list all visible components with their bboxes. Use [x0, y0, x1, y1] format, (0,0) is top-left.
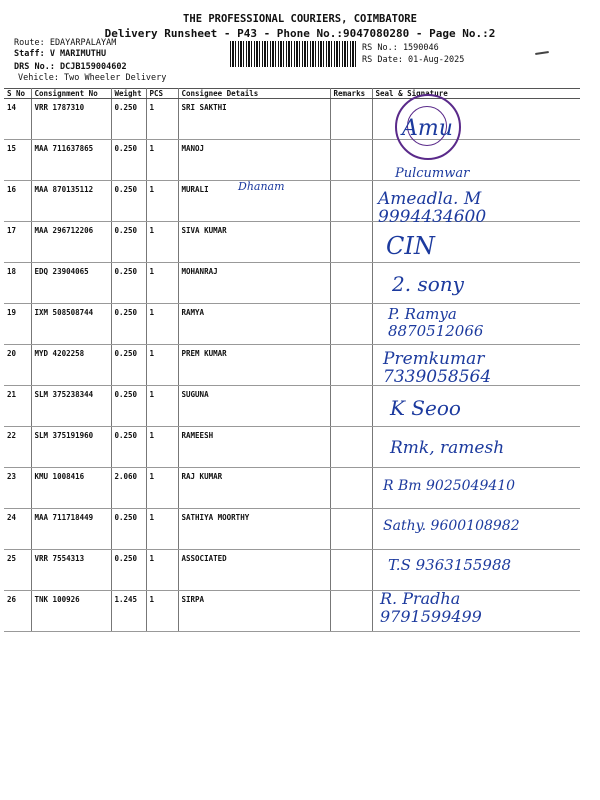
- table-row: [4, 468, 580, 509]
- pcs: 1: [146, 550, 178, 591]
- runsheet-table: [4, 88, 580, 632]
- consignee: RAJ KUMAR: [178, 468, 330, 509]
- remarks: [330, 99, 372, 140]
- signature-cell: [372, 427, 580, 468]
- col-sno: S No: [4, 89, 31, 99]
- signature-cell: [372, 263, 580, 304]
- weight: 0.250: [111, 99, 146, 140]
- consignee: MURALI: [178, 181, 330, 222]
- remarks: [330, 304, 372, 345]
- pcs: 1: [146, 591, 178, 632]
- table-row: [4, 427, 580, 468]
- pcs: 1: [146, 509, 178, 550]
- pcs: 1: [146, 345, 178, 386]
- weight: 0.250: [111, 550, 146, 591]
- pcs: 1: [146, 140, 178, 181]
- sno: 15: [4, 140, 31, 181]
- consignment-no: MAA 296712206: [31, 222, 111, 263]
- pcs: 1: [146, 181, 178, 222]
- signature-20: Premkumar 7339058564: [383, 349, 492, 387]
- vehicle: Vehicle: Two Wheeler Delivery: [18, 73, 167, 83]
- sno: 16: [4, 181, 31, 222]
- signature-21: K Seoo: [390, 396, 461, 420]
- signature-cell: [372, 509, 580, 550]
- signature-cell: [372, 222, 580, 263]
- signature-cell: [372, 386, 580, 427]
- sno: 19: [4, 304, 31, 345]
- signature-16-note: Dhanam: [238, 180, 285, 193]
- sno: 17: [4, 222, 31, 263]
- rs-number: RS No.: 1590046: [362, 43, 439, 53]
- pcs: 1: [146, 263, 178, 304]
- col-remarks: Remarks: [330, 89, 372, 99]
- signature-24: Sathy. 9600108982: [383, 518, 520, 534]
- consignee: MOHANRAJ: [178, 263, 330, 304]
- consignee: SIVA KUMAR: [178, 222, 330, 263]
- signature-cell: [372, 181, 580, 222]
- sno: 21: [4, 386, 31, 427]
- signature-cell: [372, 304, 580, 345]
- col-signature: Seal & Signature: [372, 89, 580, 99]
- weight: 2.060: [111, 468, 146, 509]
- consignment-no: MAA 870135112: [31, 181, 111, 222]
- remarks: [330, 263, 372, 304]
- consignment-no: SLM 375191960: [31, 427, 111, 468]
- consignment-no: EDQ 23904065: [31, 263, 111, 304]
- remarks: [330, 386, 372, 427]
- signature-cell: [372, 591, 580, 632]
- signature-26: R. Pradha 9791599499: [380, 589, 482, 626]
- table-row: [4, 263, 580, 304]
- signature-19: P. Ramya 8870512066: [388, 305, 484, 340]
- pcs: 1: [146, 468, 178, 509]
- weight: 0.250: [111, 140, 146, 181]
- consignment-no: VRR 7554313: [31, 550, 111, 591]
- weight: 0.250: [111, 181, 146, 222]
- pen-mark: [535, 51, 549, 55]
- sno: 24: [4, 509, 31, 550]
- signature-cell: [372, 345, 580, 386]
- pcs: 1: [146, 99, 178, 140]
- remarks: [330, 591, 372, 632]
- weight: 0.250: [111, 263, 146, 304]
- consignment-no: SLM 375238344: [31, 386, 111, 427]
- weight: 0.250: [111, 386, 146, 427]
- sno: 26: [4, 591, 31, 632]
- weight: 1.245: [111, 591, 146, 632]
- runsheet-subtitle: Delivery Runsheet - P43 - Phone No.:9047080280 - Page No.:2: [104, 27, 496, 40]
- sno: 22: [4, 427, 31, 468]
- table-row: [4, 181, 580, 222]
- col-pcs: PCS: [146, 89, 178, 99]
- remarks: [330, 345, 372, 386]
- consignee: PREM KUMAR: [178, 345, 330, 386]
- weight: 0.250: [111, 222, 146, 263]
- table-row: [4, 140, 580, 181]
- weight: 0.250: [111, 509, 146, 550]
- sno: 18: [4, 263, 31, 304]
- pcs: 1: [146, 427, 178, 468]
- table-row: [4, 222, 580, 263]
- consignee: MANOJ: [178, 140, 330, 181]
- route: Route: EDAYARPALAYAM: [14, 38, 117, 48]
- sno: 14: [4, 99, 31, 140]
- consignment-no: KMU 1008416: [31, 468, 111, 509]
- col-consignment: Consignment No: [31, 89, 111, 99]
- signature-cell: [372, 550, 580, 591]
- pcs: 1: [146, 386, 178, 427]
- consignment-no: MAA 711637865: [31, 140, 111, 181]
- remarks: [330, 468, 372, 509]
- consignment-no: TNK 100926: [31, 591, 111, 632]
- drs-number: DRS No.: DCJB159004602: [14, 62, 127, 72]
- consignee: SIRPA: [178, 591, 330, 632]
- weight: 0.250: [111, 345, 146, 386]
- table-header: [4, 89, 580, 99]
- runsheet-title: THE PROFESSIONAL COURIERS, COIMBATORE: [183, 13, 417, 25]
- consignment-no: MAA 711718449: [31, 509, 111, 550]
- table-row: [4, 550, 580, 591]
- remarks: [330, 222, 372, 263]
- table-row: [4, 591, 580, 632]
- signature-18: 2. sony: [392, 272, 464, 296]
- consignment-no: MYD 4202258: [31, 345, 111, 386]
- col-consignee: Consignee Details: [178, 89, 330, 99]
- delivery-stamp: [395, 94, 461, 160]
- remarks: [330, 427, 372, 468]
- signature-cell: [372, 468, 580, 509]
- col-weight: Weight: [111, 89, 146, 99]
- consignee: SRI SAKTHI: [178, 99, 330, 140]
- pcs: 1: [146, 222, 178, 263]
- signature-17: CIN: [386, 232, 435, 260]
- signature-14: Amu: [402, 116, 453, 141]
- table-row: [4, 509, 580, 550]
- table-row: [4, 386, 580, 427]
- consignee: SATHIYA MOORTHY: [178, 509, 330, 550]
- consignment-no: IXM 508508744: [31, 304, 111, 345]
- consignment-no: VRR 1787310: [31, 99, 111, 140]
- consignee: SUGUNA: [178, 386, 330, 427]
- signature-16: Ameadla. M 9994434600: [378, 189, 487, 227]
- signature-25: T.S 9363155988: [388, 556, 512, 574]
- rs-date: RS Date: 01-Aug-2025: [362, 55, 465, 65]
- consignee: RAMYA: [178, 304, 330, 345]
- consignee: RAMEESH: [178, 427, 330, 468]
- table-row: [4, 304, 580, 345]
- signature-23: R Bm 9025049410: [383, 478, 516, 494]
- consignee: ASSOCIATED: [178, 550, 330, 591]
- weight: 0.250: [111, 427, 146, 468]
- remarks: [330, 550, 372, 591]
- sno: 25: [4, 550, 31, 591]
- sno: 23: [4, 468, 31, 509]
- weight: 0.250: [111, 304, 146, 345]
- table-row: [4, 99, 580, 140]
- sno: 20: [4, 345, 31, 386]
- remarks: [330, 140, 372, 181]
- staff: Staff: V MARIMUTHU: [14, 49, 107, 59]
- signature-15: Pulcumwar: [395, 166, 470, 181]
- table-row: [4, 345, 580, 386]
- signature-22: Rmk, ramesh: [390, 438, 505, 458]
- remarks: [330, 509, 372, 550]
- remarks: [330, 181, 372, 222]
- barcode: [230, 41, 356, 67]
- pcs: 1: [146, 304, 178, 345]
